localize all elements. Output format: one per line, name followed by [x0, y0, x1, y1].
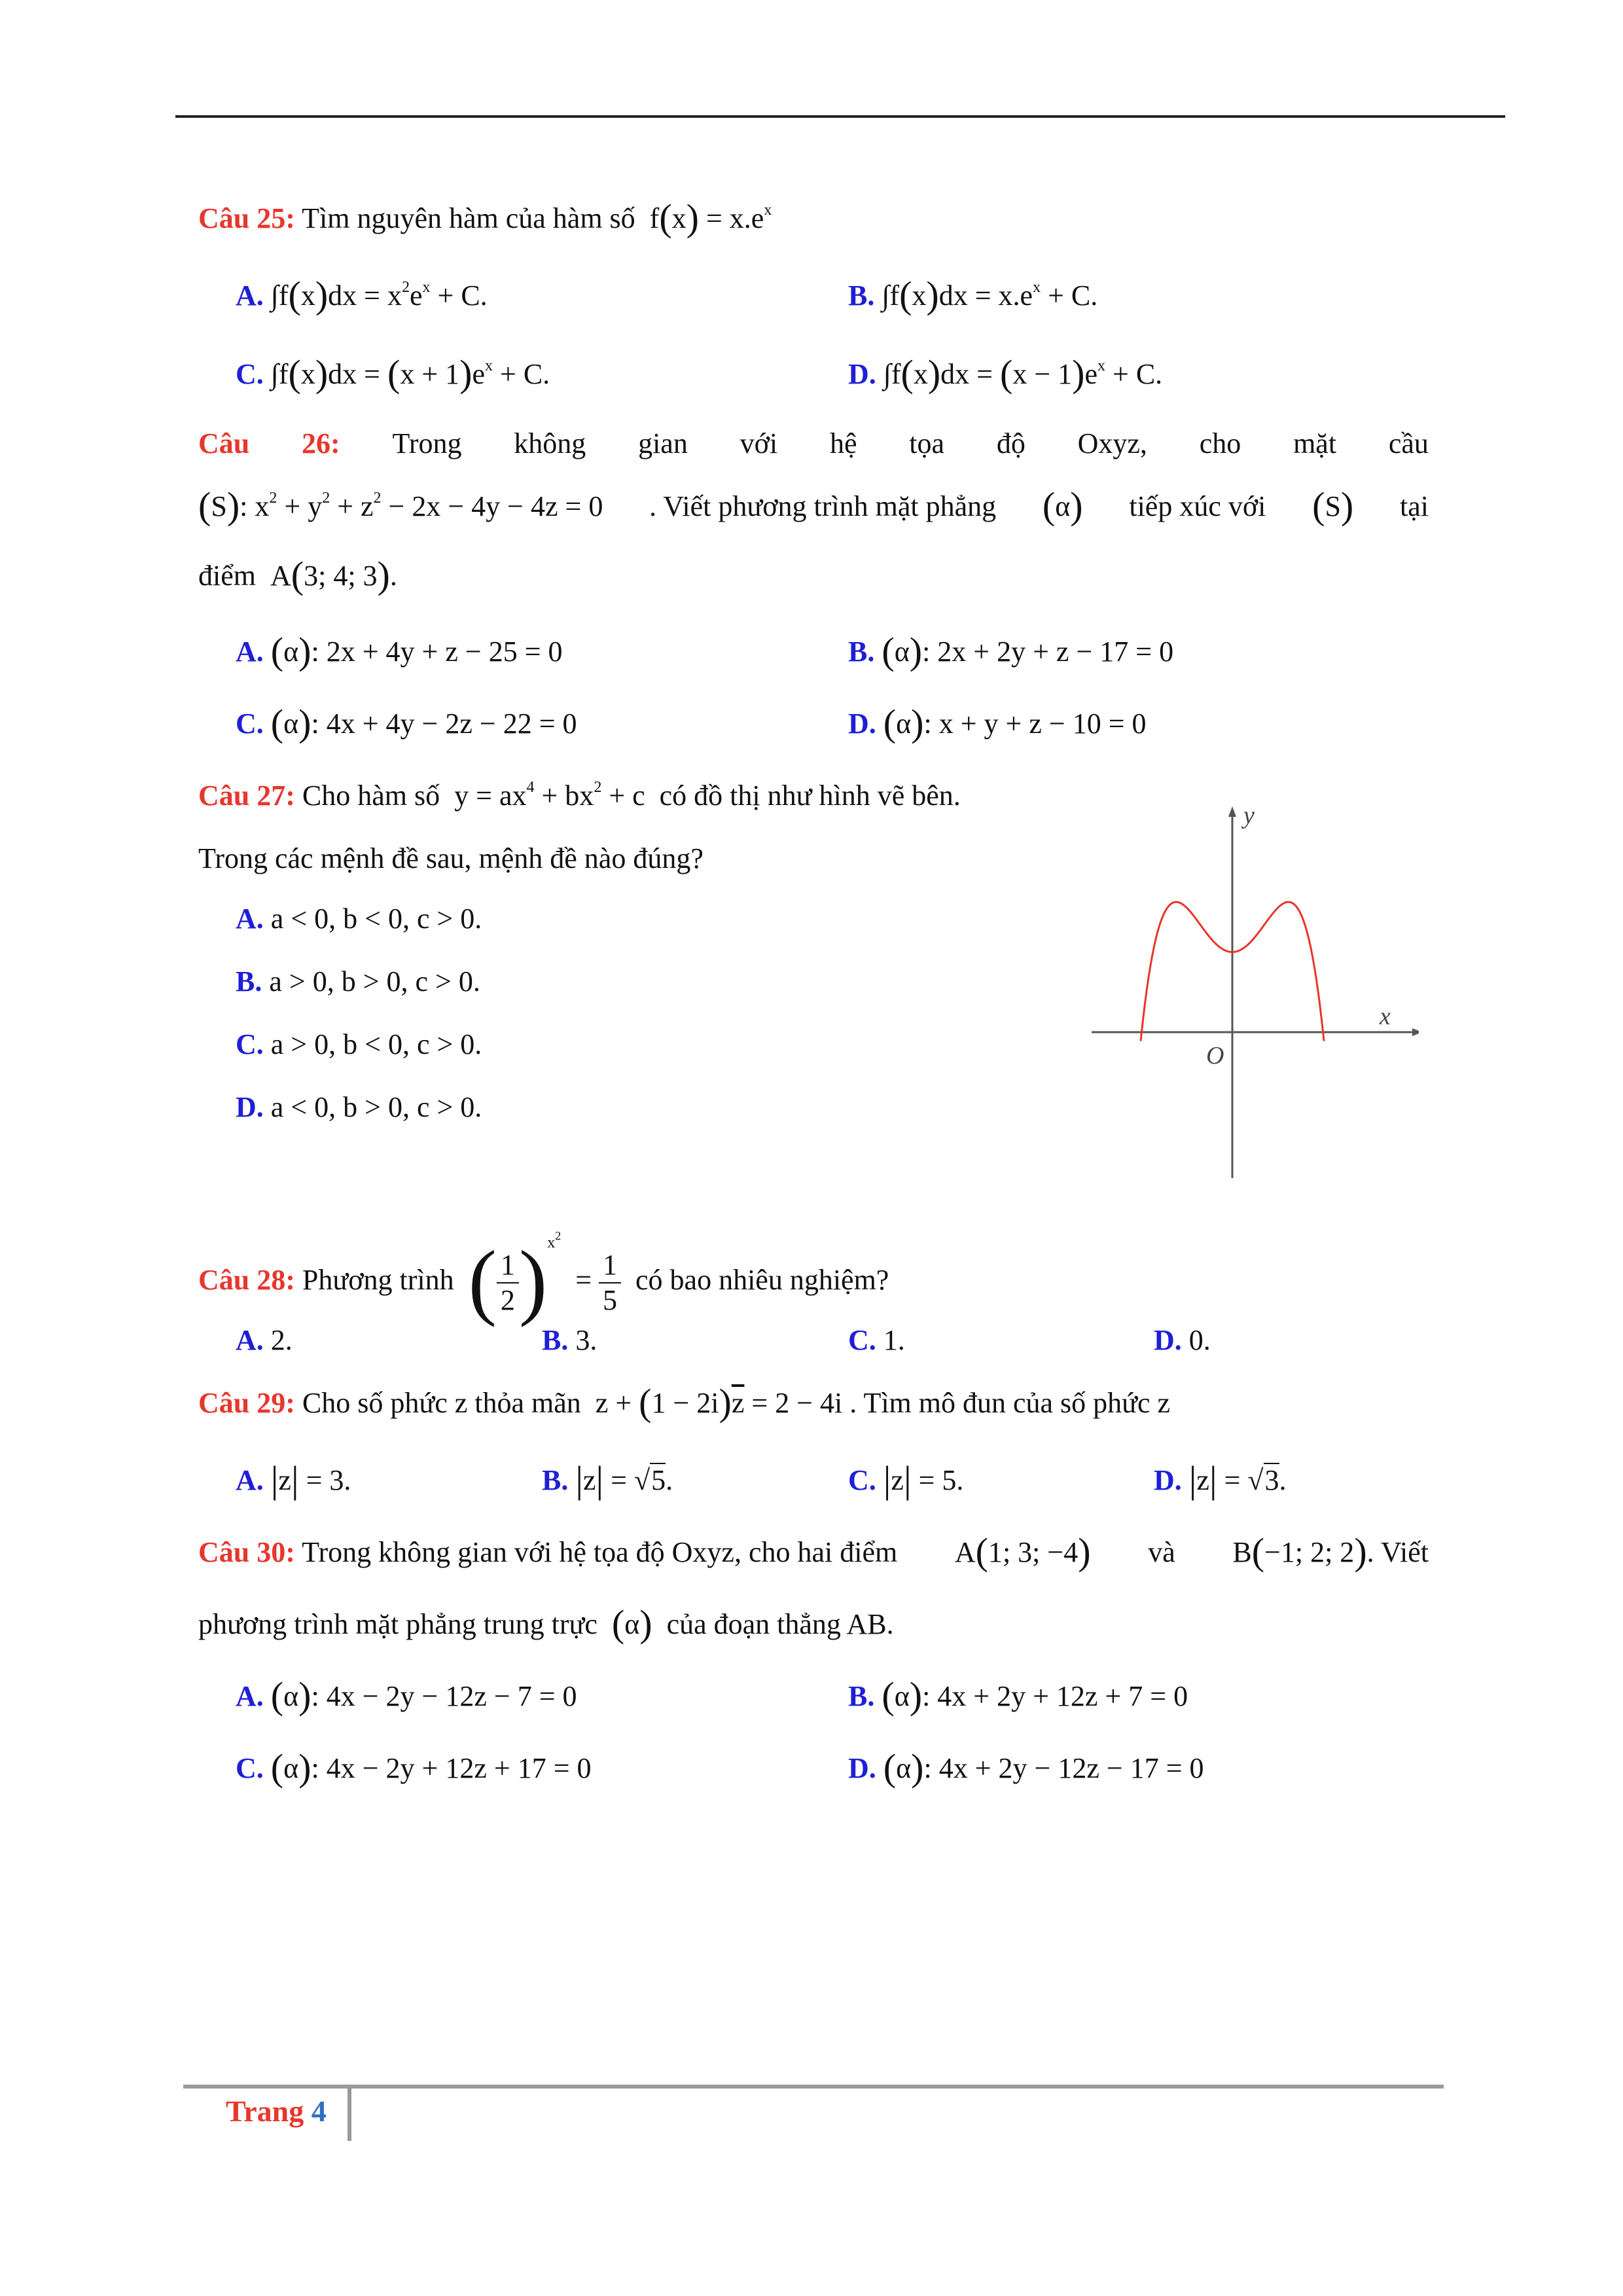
option-expr: $\int f(x)dx = x^2e^x + C$.: [270, 274, 488, 316]
question-25: [198, 196, 772, 239]
option-expr: (α): 4x + 4y − 2z − 22 = 0: [270, 702, 577, 744]
option-value: 1.: [883, 1324, 905, 1356]
option-28-c[interactable]: [848, 1321, 905, 1360]
word: tọa: [909, 427, 945, 459]
option-25-a[interactable]: [236, 276, 488, 315]
option-label: B.: [848, 636, 875, 668]
question-number: 26:: [302, 427, 340, 459]
option-27-c[interactable]: [236, 1025, 482, 1064]
option-25-b[interactable]: [848, 276, 1097, 315]
option-expr: a > 0, b > 0, c > 0.: [269, 965, 480, 997]
point-a: A(3; 4; 3).: [262, 554, 397, 596]
question-27: [198, 776, 961, 816]
origin-label: O: [1206, 1042, 1224, 1069]
option-label: C.: [236, 1028, 264, 1060]
option-expr: |z| = 5.: [883, 1458, 964, 1501]
option-label: A.: [236, 279, 264, 312]
question-label: Câu 29:: [198, 1387, 295, 1419]
option-25-d[interactable]: [848, 352, 1163, 395]
option-expr: a < 0, b > 0, c > 0.: [270, 1091, 482, 1123]
option-expr: (α): 4x + 2y − 12z − 17 = 0: [883, 1746, 1204, 1789]
option-label: D.: [848, 1752, 876, 1784]
question-text: . Viết phương trình mặt phẳng: [649, 490, 997, 522]
footer-divider: [348, 2089, 351, 2141]
question-text: Phương trình: [302, 1264, 454, 1296]
word: hệ: [829, 427, 857, 459]
question-29: [198, 1381, 1171, 1424]
word: gian: [638, 427, 688, 459]
y-axis-arrow-icon: [1228, 806, 1236, 817]
option-label: A.: [236, 1464, 264, 1496]
option-25-c[interactable]: [236, 352, 550, 395]
word: độ: [996, 427, 1026, 459]
question-label: Câu: [198, 427, 250, 459]
option-label: C.: [236, 358, 264, 390]
word: cầu: [1388, 427, 1429, 459]
question-text: có đồ thị như hình vẽ bên.: [659, 780, 961, 812]
option-expr: |z| = √3.: [1188, 1458, 1287, 1501]
option-27-a[interactable]: [236, 899, 482, 939]
option-29-a[interactable]: [236, 1458, 351, 1501]
question-text: và: [1148, 1536, 1175, 1568]
option-30-b[interactable]: [848, 1674, 1188, 1717]
option-26-b[interactable]: [848, 632, 1173, 672]
option-30-a[interactable]: [236, 1674, 577, 1717]
question-label: Câu 28:: [198, 1264, 295, 1296]
option-expr: $\int f(x)dx = (x + 1)e^x + C$.: [270, 352, 550, 395]
word: mặt: [1293, 427, 1337, 459]
option-label: A.: [236, 1324, 264, 1356]
x-axis-arrow-icon: [1412, 1028, 1419, 1036]
option-expr: (α): 2x + 2y + z − 17 = 0: [882, 630, 1174, 672]
option-29-d[interactable]: [1154, 1458, 1287, 1501]
option-value: 2.: [270, 1324, 293, 1356]
point-b: B(−1; 2; 2): [1232, 1530, 1367, 1573]
option-expr: |z| = 3.: [270, 1458, 351, 1501]
question-text: phương trình mặt phẳng trung trực: [198, 1608, 597, 1640]
question-26-line-3: [198, 556, 397, 596]
point-a: A(1; 3; −4): [954, 1530, 1091, 1573]
word: với: [740, 427, 778, 459]
plane-symbol: (α): [1042, 484, 1083, 527]
option-expr: $\int f(x)dx = (x - 1)e^x + C$.: [883, 352, 1163, 395]
question-27-line-2: Trong các mệnh đề sau, mệnh đề nào đúng?: [198, 842, 704, 874]
option-29-c[interactable]: [848, 1458, 964, 1501]
option-label: A.: [236, 903, 264, 935]
page-number: 4: [311, 2094, 327, 2128]
question-text: tại: [1400, 490, 1429, 522]
option-label: D.: [848, 708, 876, 740]
option-30-c[interactable]: [236, 1746, 592, 1789]
sphere-equation: (S): $x^2 + y^2 + z^2 - 2x - 4y - 4z = 0$: [198, 484, 603, 527]
option-label: B.: [542, 1324, 569, 1356]
option-26-a[interactable]: [236, 632, 563, 672]
option-28-a[interactable]: [236, 1321, 293, 1360]
option-label: A.: [236, 1680, 264, 1712]
option-label: C.: [236, 1752, 264, 1784]
option-expr: a > 0, b < 0, c > 0.: [270, 1028, 482, 1060]
option-expr: (α): x + y + z − 10 = 0: [883, 702, 1147, 744]
sphere-symbol: (S): [1312, 484, 1354, 527]
question-30-line-1: [198, 1530, 1429, 1573]
word: cho: [1199, 427, 1241, 459]
option-value: 0.: [1188, 1324, 1211, 1356]
question-label: Câu 25:: [198, 202, 295, 234]
option-label: C.: [236, 708, 264, 740]
option-label: D.: [1154, 1464, 1182, 1496]
header-rule: [175, 115, 1505, 118]
option-29-b[interactable]: [542, 1458, 673, 1501]
question-text: tiếp xúc với: [1129, 490, 1266, 522]
question-text: của đoạn thẳng AB.: [666, 1608, 894, 1640]
option-label: D.: [1154, 1324, 1182, 1356]
word: Trong: [392, 427, 462, 459]
word: Oxyz,: [1077, 427, 1147, 459]
option-27-b[interactable]: [236, 962, 480, 1001]
question-text: điểm: [198, 560, 256, 592]
option-expr: $\int f(x)dx = x.e^x + C$.: [882, 274, 1098, 316]
option-label: B.: [542, 1464, 569, 1496]
footer-label: Trang: [226, 2094, 304, 2128]
option-label: A.: [236, 636, 264, 668]
equation: $z + (1 - 2i)\overline{z} = 2 - 4i$: [588, 1381, 843, 1424]
option-expr: (α): 4x − 2y − 12z − 7 = 0: [270, 1674, 577, 1717]
option-label: B.: [848, 1680, 875, 1712]
question-30-line-2: [198, 1602, 894, 1645]
option-label: C.: [848, 1464, 876, 1496]
equation: ( $\frac{1}{2}$ )$^{x^2}$ = $\frac{1}{5}$: [461, 1264, 628, 1296]
option-value: 3.: [575, 1324, 597, 1356]
option-label: B.: [848, 279, 875, 312]
option-expr: |z| = √5.: [575, 1458, 673, 1501]
question-28: [198, 1229, 889, 1328]
question-text: có bao nhiêu nghiệm?: [635, 1264, 889, 1296]
option-label: D.: [848, 358, 876, 390]
question-26-line-2: [198, 484, 1429, 527]
x-axis-label: x: [1380, 1003, 1391, 1030]
page-footer: [226, 2092, 327, 2131]
option-28-d[interactable]: [1154, 1321, 1211, 1360]
option-expr: (α): 2x + 4y + z − 25 = 0: [270, 630, 563, 672]
y-axis-label: y: [1243, 802, 1255, 829]
question-text: Cho hàm số: [302, 780, 440, 812]
question-label: Câu 30:: [198, 1536, 295, 1568]
question-label: Câu 27:: [198, 780, 295, 812]
question-text: Cho số phức z thỏa mãn: [302, 1387, 581, 1419]
footer-rule: [183, 2085, 1444, 2089]
option-27-d[interactable]: [236, 1088, 482, 1127]
question-text: . Tìm mô đun của số phức z: [849, 1387, 1171, 1419]
option-28-b[interactable]: [542, 1321, 597, 1360]
question-text: Tìm nguyên hàm của hàm số: [302, 202, 635, 234]
word: không: [514, 427, 586, 459]
option-expr: (α): 4x + 2y + 12z + 7 = 0: [882, 1674, 1188, 1717]
option-expr: (α): 4x − 2y + 12z + 17 = 0: [270, 1746, 592, 1789]
option-label: B.: [236, 965, 262, 997]
function-expr: $f(x) = x.e^x$: [642, 196, 772, 239]
option-label: C.: [848, 1324, 876, 1356]
function-graph: [1092, 798, 1419, 1191]
question-26-line-1: [198, 424, 1429, 463]
option-expr: a < 0, b < 0, c > 0.: [270, 903, 482, 935]
question-text: . Viết: [1366, 1536, 1429, 1568]
option-30-d[interactable]: [848, 1746, 1204, 1789]
option-26-d[interactable]: [848, 704, 1147, 744]
plane-symbol: (α): [611, 1602, 652, 1645]
option-26-c[interactable]: [236, 704, 577, 744]
question-text: Trong không gian với hệ tọa độ Oxyz, cho hai điểm: [302, 1536, 898, 1568]
option-label: D.: [236, 1091, 264, 1123]
function-expr: $y = ax^4 + bx^2 + c$: [447, 779, 652, 812]
